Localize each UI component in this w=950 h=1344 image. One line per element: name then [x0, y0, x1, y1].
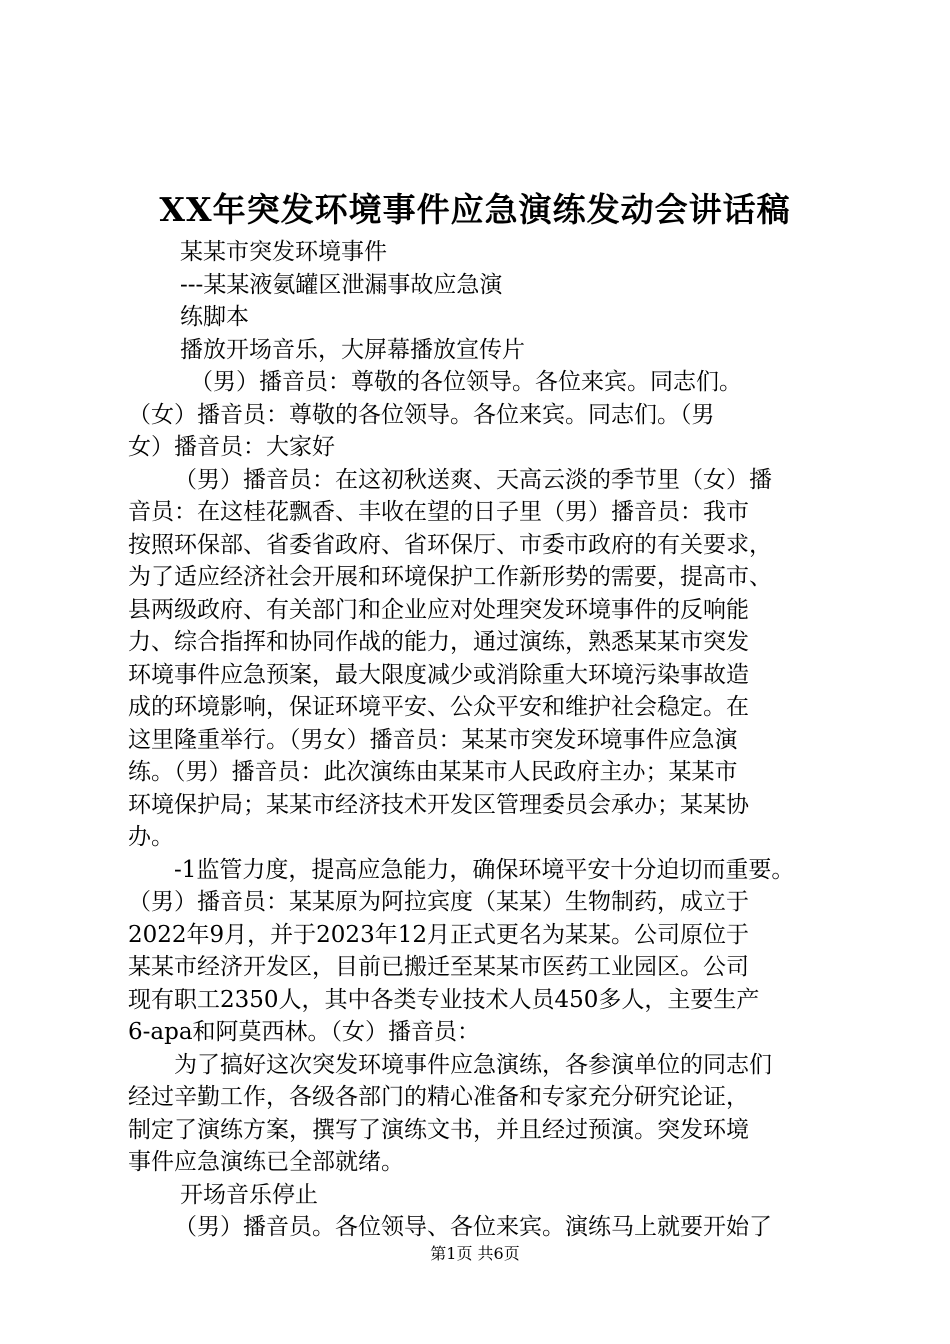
text-line: 音员：在这桂花飘香、丰收在望的日子里（男）播音员：我市: [128, 499, 749, 525]
text-line: 6-apa和阿莫西林。（女）播音员：: [128, 1019, 481, 1045]
text-line: 练脚本: [180, 304, 249, 330]
page-number-footer: 第1页 共6页: [430, 1244, 520, 1263]
text-line: 县两级政府、有关部门和企业应对处理突发环境事件的反响能: [128, 596, 749, 623]
text-line: 办。: [128, 824, 174, 850]
text-line: 环境事件应急预案，最大限度减少或消除重大环境污染事故造: [128, 661, 749, 688]
text-line: 开场音乐停止: [180, 1181, 318, 1208]
text-line: 环境保护局；某某市经济技术开发区管理委员会承办；某某协: [128, 791, 749, 818]
text-line: （女）播音员：尊敬的各位领导。各位来宾。同志们。（男: [128, 401, 715, 428]
text-line: 为了适应经济社会开展和环境保护工作新形势的需要，提高市、: [128, 564, 772, 590]
text-line: （男）播音员：某某原为阿拉宾度（某某）生物制药，成立于: [128, 889, 749, 915]
text-line: 现有职工2350人，其中各类专业技术人员450多人，主要生产: [128, 986, 760, 1013]
text-line: （男）播音员。各位领导、各位来宾。演练马上就要开始了: [174, 1214, 772, 1240]
text-line: 某某市经济开发区，目前已搬迁至某某市医药工业园区。公司: [128, 954, 749, 980]
text-line: 为了搞好这次突发环境事件应急演练，各参演单位的同志们: [174, 1051, 772, 1078]
text-line: ---某某液氨罐区泄漏事故应急演: [180, 271, 503, 298]
text-line: 经过辛勤工作，各级各部门的精心准备和专家充分研究论证，: [128, 1084, 749, 1110]
document-body: [128, 236, 840, 1244]
text-line: 制定了演练方案，撰写了演练文书，并且经过预演。突发环境: [128, 1116, 749, 1143]
text-line: -1监管力度，提高应急能力，确保环境平安十分迫切而重要。: [174, 856, 795, 883]
text-line: （男）播音员：尊敬的各位领导。各位来宾。同志们。: [190, 369, 742, 395]
text-line: 力、综合指挥和协同作战的能力，通过演练，熟悉某某市突发: [128, 629, 749, 655]
text-line: 按照环保部、省委省政府、省环保厅、市委市政府的有关要求，: [128, 531, 772, 558]
text-line: 练。（男）播音员：此次演练由某某市人民政府主办；某某市: [128, 759, 738, 785]
text-line: 播放开场音乐，大屏幕播放宣传片: [180, 336, 525, 363]
text-line: 这里隆重举行。（男女）播音员：某某市突发环境事件应急演: [128, 726, 738, 753]
document-title: XX年突发环境事件应急演练发动会讲话稿: [159, 190, 791, 229]
text-line: （男）播音员：在这初秋送爽、天高云淡的季节里（女）播: [174, 466, 772, 493]
text-line: 事件应急演练已全部就绪。: [128, 1149, 404, 1175]
text-line: 某某市突发环境事件: [180, 239, 387, 265]
text-line: 2022年9月，并于2023年12月正式更名为某某。公司原位于: [128, 921, 749, 948]
text-line: 成的环境影响，保证环境平安、公众平安和维护社会稳定。在: [128, 694, 749, 720]
text-line: 女）播音员：大家好: [128, 434, 335, 460]
